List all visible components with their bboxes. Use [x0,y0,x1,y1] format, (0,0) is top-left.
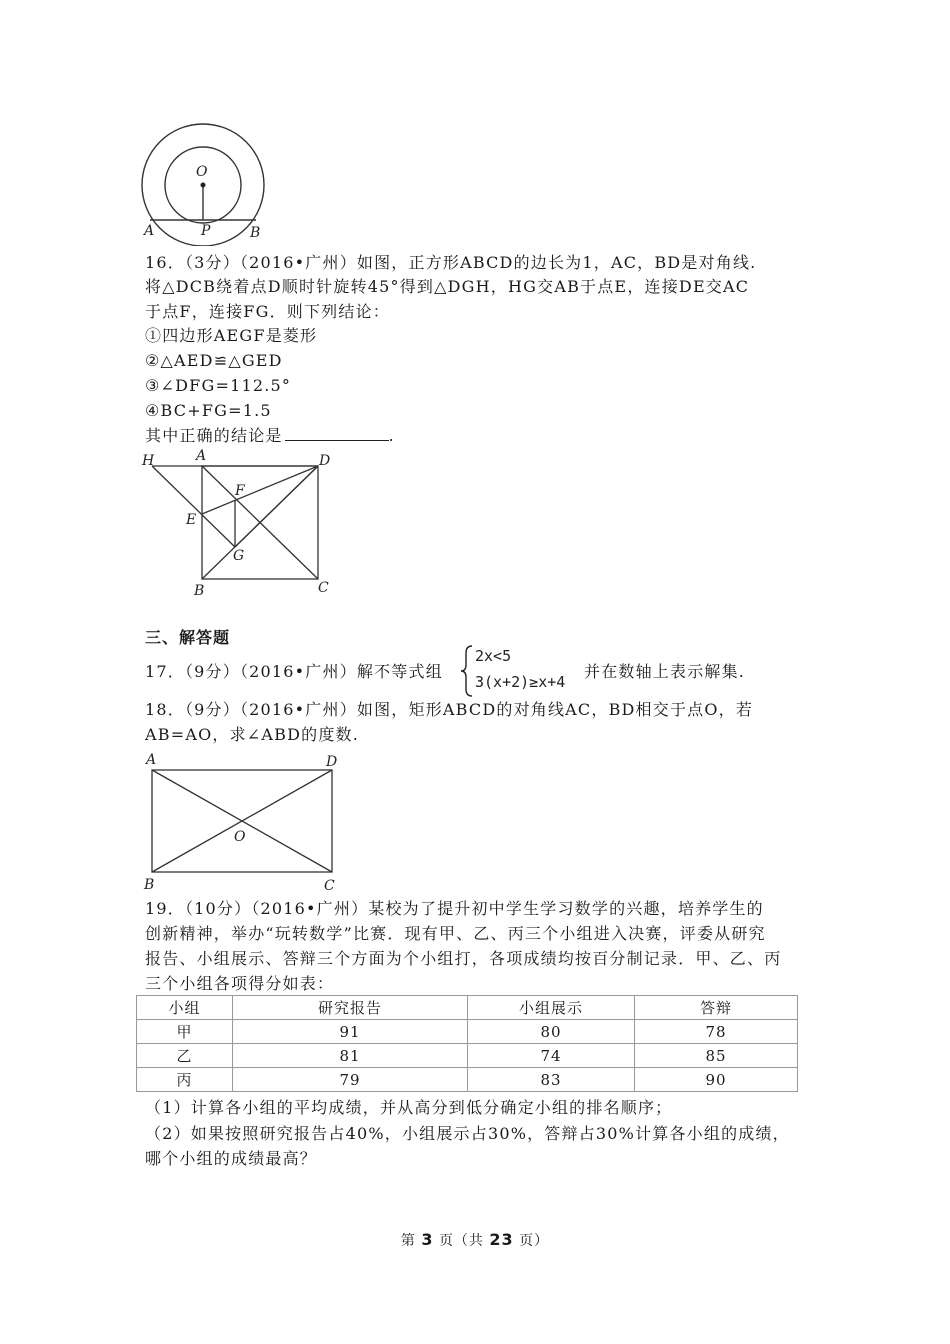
label-a: A [146,752,157,768]
footer-post: 页） [519,1233,550,1249]
label-d: D [326,754,338,770]
inequality-2: 3(x+2)≥x+4 [475,673,566,691]
cell-group: 甲 [137,1020,233,1044]
header-report: 研究报告 [233,996,468,1020]
q16-ask-end: . [388,426,395,445]
label-b: B [250,225,261,241]
cell-defense: 85 [635,1044,798,1068]
label-f: F [235,483,245,499]
label-o: O [196,164,208,180]
label-o: O [234,829,246,845]
q19-sub-3: 哪个小组的成绩最高？ [145,1149,318,1168]
page-number: 3 [421,1230,434,1249]
segment-hg [152,466,235,547]
footer-pre: 第 [400,1233,416,1249]
table-row [137,1068,798,1092]
cell-group: 丙 [137,1068,233,1092]
q16-line-1: 16．（3分）（2016•广州）如图，正方形ABCD的边长为1，AC，BD是对角线. [145,253,757,272]
label-c: C [324,878,335,894]
cell-group: 乙 [137,1044,233,1068]
cell-defense: 90 [635,1068,798,1092]
label-c: C [318,580,329,596]
q19-line-3: 报告、小组展示、答辩三个方面为个小组打，各项成绩均按百分制记录．甲、乙、丙 [145,949,782,968]
table-header-row [137,996,798,1020]
inequality-1: 2x<5 [475,647,512,665]
q16-conclusion-4: ④BC+FG=1.5 [145,401,272,420]
label-g: G [233,548,245,564]
q17-suffix: 并在数轴上表示解集. [584,662,746,681]
square-figure [138,446,338,598]
section-title: 三、解答题 [145,628,231,647]
q17-prefix: 17．（9分）（2016•广州）解不等式组 [145,662,443,681]
cell-report: 79 [233,1068,468,1092]
q18-line-1: 18．（9分）（2016•广州）如图，矩形ABCD的对角线AC，BD相交于点O，若 [145,700,754,719]
q16-line-2: 将△DCB绕着点D顺时针旋转45°得到△DGH，HG交AB于点E，连接DE交AC [145,277,750,296]
cell-presentation: 80 [468,1020,635,1044]
q16-conclusion-2: ②△AED≌△GED [145,351,283,370]
score-table [136,995,798,1092]
label-a: A [196,448,207,464]
label-h: H [142,453,155,469]
table-row [137,1044,798,1068]
label-d: D [319,453,331,469]
segment-de [202,466,318,514]
label-e: E [186,512,197,528]
q19-line-1: 19．（10分）（2016•广州）某校为了提升初中学生学习数学的兴趣，培养学生的 [145,899,764,918]
q19-line-2: 创新精神，举办“玩转数学”比赛．现有甲、乙、丙三个小组进入决赛，评委从研究 [145,924,766,943]
concentric-circles-figure [135,122,275,246]
label-a: A [144,223,155,239]
q18-line-2: AB=AO，求∠ABD的度数. [145,725,360,744]
table-row [137,1020,798,1044]
q19-sub-2: （2）如果按照研究报告占40%，小组展示占30%，答辩占30%计算各小组的成绩， [145,1124,790,1143]
cell-presentation: 83 [468,1068,635,1092]
answer-blank [285,426,389,441]
cell-report: 81 [233,1044,468,1068]
page-footer [0,1230,950,1250]
q16-line-3: 于点F，连接FG．则下列结论： [145,302,390,321]
center-point [201,183,206,188]
footer-mid: 页（共 [438,1233,484,1249]
cell-presentation: 74 [468,1044,635,1068]
q16-ask-text: 其中正确的结论是 [145,426,283,445]
system-brace [460,644,474,698]
q19-line-4: 三个小组各项得分如表： [145,974,335,993]
label-b: B [144,877,155,893]
q16-ask [145,426,395,446]
rectangle-figure [138,750,348,895]
cell-defense: 78 [635,1020,798,1044]
header-presentation: 小组展示 [468,996,635,1020]
label-p: P [201,223,211,239]
header-group: 小组 [137,996,233,1020]
cell-report: 91 [233,1020,468,1044]
label-b: B [194,583,205,598]
q16-conclusion-3: ③∠DFG=112.5° [145,376,292,395]
header-defense: 答辩 [635,996,798,1020]
q19-sub-1: （1）计算各小组的平均成绩，并从高分到低分确定小组的排名顺序； [145,1098,673,1117]
q16-conclusion-1: ①四边形AEGF是菱形 [145,326,318,345]
total-pages: 23 [489,1230,514,1249]
